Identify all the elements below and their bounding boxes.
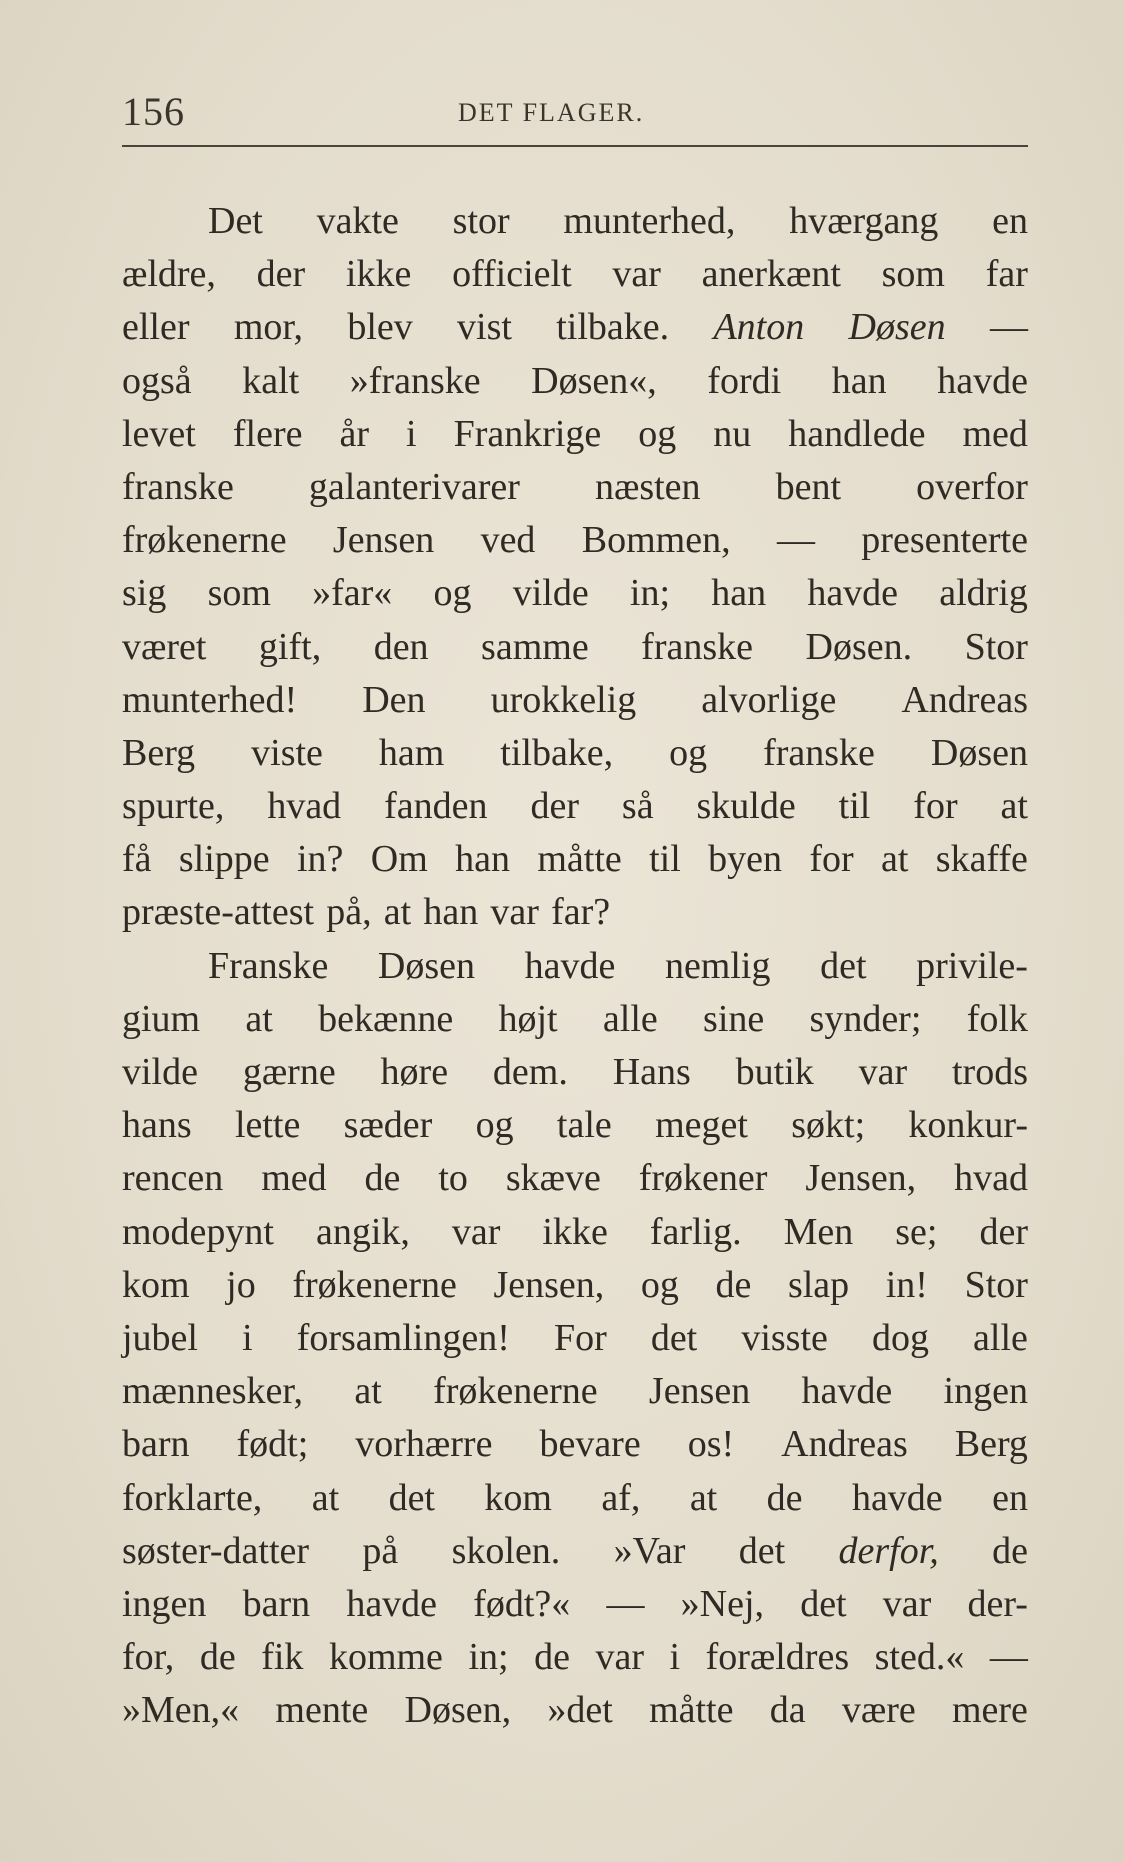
word: måtte <box>537 838 622 881</box>
word: franske <box>641 625 754 668</box>
word: med <box>261 1157 327 1200</box>
word: Andreas <box>901 678 1028 721</box>
word: var <box>595 1636 644 1679</box>
word: aldrig <box>939 572 1028 615</box>
running-head <box>122 78 1028 138</box>
text-line <box>122 248 1028 301</box>
word: at <box>383 891 412 934</box>
word: visste <box>741 1316 828 1359</box>
word: mænnesker, <box>122 1370 304 1413</box>
word: var <box>882 1582 932 1625</box>
word: de <box>534 1636 570 1679</box>
word: for, <box>122 1636 175 1679</box>
word: Det <box>208 200 263 242</box>
word: der <box>256 253 306 296</box>
word: overfor <box>916 465 1028 508</box>
word: at <box>689 1476 718 1519</box>
word: på, <box>326 891 372 934</box>
word: de <box>199 1636 236 1679</box>
word: at <box>245 997 273 1040</box>
word: urokkelig <box>490 678 637 721</box>
word: hvad <box>267 785 342 828</box>
word: meget <box>655 1104 748 1147</box>
word: der <box>979 1210 1028 1253</box>
word: havde <box>801 1370 893 1413</box>
word: frøkenerne <box>292 1263 457 1306</box>
word: munterhed! <box>122 678 298 721</box>
word: Hans <box>612 1051 691 1093</box>
word: konkur- <box>908 1104 1028 1147</box>
word: ingen <box>943 1370 1028 1413</box>
word: kalt <box>242 359 300 402</box>
word: var <box>858 1051 908 1093</box>
word: for <box>809 838 854 881</box>
word: vist <box>457 306 512 349</box>
text-line <box>122 567 1028 620</box>
word: sig <box>122 572 167 615</box>
word: trods <box>952 1051 1028 1093</box>
word: Anton <box>713 306 805 349</box>
word: som <box>881 253 945 296</box>
word: frøkenerne <box>122 519 287 562</box>
word: været <box>122 625 207 668</box>
word: alvorlige <box>701 678 837 721</box>
word: som <box>207 572 271 615</box>
word: de <box>992 1529 1028 1572</box>
word: in? <box>297 838 344 881</box>
word: de <box>766 1476 803 1519</box>
word: ældre, <box>122 253 216 296</box>
word: det <box>820 944 867 987</box>
word: Berg <box>954 1423 1028 1466</box>
word: os! <box>687 1423 735 1466</box>
word: far? <box>551 891 611 934</box>
word: at <box>311 1476 340 1519</box>
word: havde <box>524 944 616 987</box>
word: frøkenerne <box>433 1370 598 1413</box>
word: ikke <box>345 253 412 296</box>
text-line <box>122 408 1028 461</box>
word: havde <box>851 1476 943 1519</box>
word: levet <box>122 412 196 455</box>
word: flere <box>232 412 303 455</box>
word: Døsen, <box>404 1689 512 1732</box>
word: rencen <box>122 1157 224 1200</box>
word: være <box>841 1689 916 1732</box>
word: Men <box>783 1210 854 1253</box>
word: hans <box>122 1104 192 1147</box>
word: dem. <box>492 1051 568 1093</box>
word: farlig. <box>649 1210 742 1253</box>
word: presenterte <box>861 519 1028 562</box>
word: vakte <box>316 200 399 242</box>
word: »far« <box>312 572 393 615</box>
word: det <box>650 1316 698 1359</box>
word: in! <box>885 1263 928 1306</box>
word: — <box>989 306 1028 349</box>
word: kom <box>122 1263 190 1306</box>
word: havde <box>807 572 899 615</box>
word: jubel <box>122 1316 198 1359</box>
word: præste-attest <box>122 891 315 934</box>
word: franske <box>763 731 875 774</box>
word: de <box>715 1263 752 1306</box>
word: i <box>406 412 417 455</box>
word: derfor, <box>838 1529 939 1572</box>
word: Jensen <box>648 1370 751 1413</box>
word: var <box>490 891 539 934</box>
word: spurte, <box>122 785 225 828</box>
word: var <box>612 253 661 296</box>
word: tilbake, <box>500 731 614 774</box>
word: en <box>992 200 1028 242</box>
word: skæve <box>505 1157 601 1200</box>
word: mere <box>951 1689 1028 1732</box>
word: gift, <box>258 625 322 668</box>
word: privile- <box>916 944 1028 987</box>
word: blev <box>347 306 413 349</box>
word: handlede <box>788 412 926 455</box>
word: officielt <box>452 253 572 296</box>
text-line <box>122 1152 1028 1205</box>
word: at <box>881 838 909 881</box>
word: in; <box>629 572 671 615</box>
word: For <box>553 1316 607 1359</box>
word: in; <box>468 1636 509 1679</box>
word: nu <box>713 412 752 455</box>
word: — <box>606 1582 645 1625</box>
word: samme <box>481 625 589 668</box>
word: gærne <box>242 1051 336 1093</box>
word: franske <box>122 465 234 508</box>
word: alle <box>602 997 658 1040</box>
word: »Var <box>613 1529 686 1572</box>
text-line <box>122 301 1028 354</box>
text-line <box>122 1312 1028 1365</box>
word: frøkener <box>638 1157 768 1200</box>
text-line <box>122 1578 1028 1631</box>
word: sæder <box>343 1104 433 1147</box>
text-line <box>122 621 1028 674</box>
word: Om <box>370 838 428 881</box>
word: og <box>475 1104 514 1147</box>
word: barn <box>242 1582 311 1625</box>
text-line <box>122 1684 1028 1737</box>
word: »franske <box>349 359 481 402</box>
word: tilbake. <box>556 306 670 349</box>
word: fik <box>261 1636 304 1679</box>
text-line <box>122 1046 1028 1099</box>
word: jo <box>226 1263 256 1306</box>
word: de <box>364 1157 401 1200</box>
text-line <box>122 1525 1028 1578</box>
word: viste <box>251 731 323 774</box>
word: Bommen, <box>581 519 731 562</box>
text-line <box>122 833 1028 886</box>
word: at <box>354 1370 382 1413</box>
word: da <box>769 1689 806 1732</box>
text-line <box>122 674 1028 727</box>
text-line <box>122 461 1028 514</box>
word: slap <box>787 1263 850 1306</box>
word: Døsen«, <box>531 359 657 402</box>
word: barn <box>122 1423 190 1466</box>
word: Døsen <box>377 944 476 987</box>
word: højt <box>498 997 558 1040</box>
word: Franske <box>208 944 329 987</box>
word: — <box>776 519 815 562</box>
text-line <box>122 1365 1028 1418</box>
word: Frankrige <box>453 412 602 455</box>
word: byen <box>708 838 782 881</box>
word: og <box>640 1263 679 1306</box>
word: til <box>838 785 871 828</box>
word: og <box>433 572 472 615</box>
text-line <box>122 1418 1028 1471</box>
word: så <box>621 785 654 828</box>
word: synder; <box>809 997 922 1040</box>
word: modepynt <box>122 1210 274 1253</box>
word: — <box>989 1636 1028 1679</box>
word: angik, <box>315 1210 410 1253</box>
word: stor <box>452 200 510 242</box>
word: fanden <box>384 785 488 828</box>
word: søkt; <box>791 1104 866 1147</box>
word: og <box>669 731 708 774</box>
word: den <box>373 625 429 668</box>
word: nemlig <box>664 944 771 987</box>
word: Stor <box>964 625 1028 668</box>
word: Berg <box>122 731 196 774</box>
word: næsten <box>594 465 701 508</box>
word: hværgang <box>789 200 939 242</box>
word: han <box>455 838 510 881</box>
word: »Men,« <box>122 1689 240 1732</box>
word: sine <box>703 997 765 1040</box>
word: skulde <box>696 785 796 828</box>
word: han <box>423 891 479 934</box>
text-line <box>122 1631 1028 1684</box>
text-line <box>122 780 1028 833</box>
word: Jensen, <box>805 1157 917 1200</box>
word: eller <box>122 306 190 349</box>
text-line <box>122 727 1028 780</box>
text-line <box>122 195 1028 248</box>
word: tale <box>556 1104 612 1147</box>
word: Stor <box>964 1263 1028 1306</box>
word: anerkænt <box>701 253 841 296</box>
text-line <box>122 886 1028 939</box>
word: det <box>738 1529 786 1572</box>
word: havde <box>937 359 1028 402</box>
word: mor, <box>233 306 304 349</box>
page-number: 156 <box>122 89 185 134</box>
word: bent <box>775 465 842 508</box>
word: Døsen. <box>805 625 913 668</box>
word: høre <box>380 1051 449 1093</box>
word: i <box>242 1316 253 1359</box>
word: kom <box>484 1476 552 1519</box>
text-line <box>122 1099 1028 1152</box>
word: i <box>669 1636 681 1679</box>
word: skaffe <box>935 838 1028 881</box>
word: slippe <box>178 838 270 881</box>
word: gium <box>122 997 201 1040</box>
word: født?« <box>473 1582 571 1625</box>
word: forældres <box>705 1636 850 1679</box>
word: søster-datter <box>122 1529 310 1572</box>
word: ingen <box>122 1582 207 1625</box>
word: Døsen <box>848 306 946 349</box>
word: der <box>530 785 579 828</box>
word: far <box>985 253 1028 296</box>
running-title: DET FLAGER. <box>458 98 645 127</box>
word: bekænne <box>318 997 454 1040</box>
word: to <box>438 1157 468 1200</box>
word: der- <box>967 1582 1028 1625</box>
word: fordi <box>707 359 782 402</box>
word: Døsen <box>930 731 1028 774</box>
text-line <box>122 1206 1028 1259</box>
word: med <box>962 412 1028 455</box>
word: komme <box>328 1636 443 1679</box>
word: og <box>638 412 677 455</box>
word: ham <box>378 731 445 774</box>
word: det <box>800 1582 847 1625</box>
word: mente <box>275 1689 369 1732</box>
word: for <box>913 785 958 828</box>
word: forsamlingen! <box>296 1316 510 1359</box>
header-rule <box>122 145 1028 147</box>
word: år <box>339 412 369 455</box>
word: det <box>388 1476 435 1519</box>
word: en <box>992 1476 1028 1519</box>
word: få <box>122 838 152 881</box>
word: se; <box>895 1210 938 1253</box>
word: munterhed, <box>563 200 736 242</box>
word: forklarte, <box>122 1476 263 1519</box>
word: måtte <box>649 1689 734 1732</box>
word: sted.« <box>874 1636 965 1679</box>
word: butik <box>735 1051 814 1093</box>
word: alle <box>973 1316 1028 1359</box>
text-line <box>122 1472 1028 1525</box>
word: vorhærre <box>355 1423 493 1466</box>
text-line <box>122 514 1028 567</box>
word: ikke <box>542 1210 608 1253</box>
word: galanterivarer <box>308 465 520 508</box>
word: vilde <box>512 572 589 615</box>
word: dog <box>871 1316 929 1359</box>
word: på <box>362 1529 399 1572</box>
word: til <box>649 838 681 881</box>
word: Jensen, <box>493 1263 605 1306</box>
word: ved <box>480 519 536 562</box>
body-text <box>122 195 1028 1737</box>
text-line <box>122 993 1028 1046</box>
word: var <box>451 1210 501 1253</box>
word: havde <box>346 1582 438 1625</box>
word: også <box>122 359 192 402</box>
word: hvad <box>954 1157 1028 1200</box>
word: han <box>831 359 887 402</box>
word: at <box>1000 785 1028 828</box>
text-line <box>122 1259 1028 1312</box>
word: folk <box>966 997 1028 1040</box>
text-line <box>122 355 1028 408</box>
word: Jensen <box>332 519 435 562</box>
word: af, <box>601 1476 641 1519</box>
word: »Nej, <box>680 1582 765 1625</box>
word: lette <box>234 1104 301 1147</box>
word: født; <box>236 1423 309 1466</box>
word: han <box>711 572 767 615</box>
word: bevare <box>539 1423 641 1466</box>
word: »det <box>547 1689 613 1732</box>
word: vilde <box>122 1051 198 1093</box>
word: Andreas <box>781 1423 908 1466</box>
text-line <box>122 940 1028 993</box>
word: Den <box>362 678 426 721</box>
word: skolen. <box>451 1529 561 1572</box>
